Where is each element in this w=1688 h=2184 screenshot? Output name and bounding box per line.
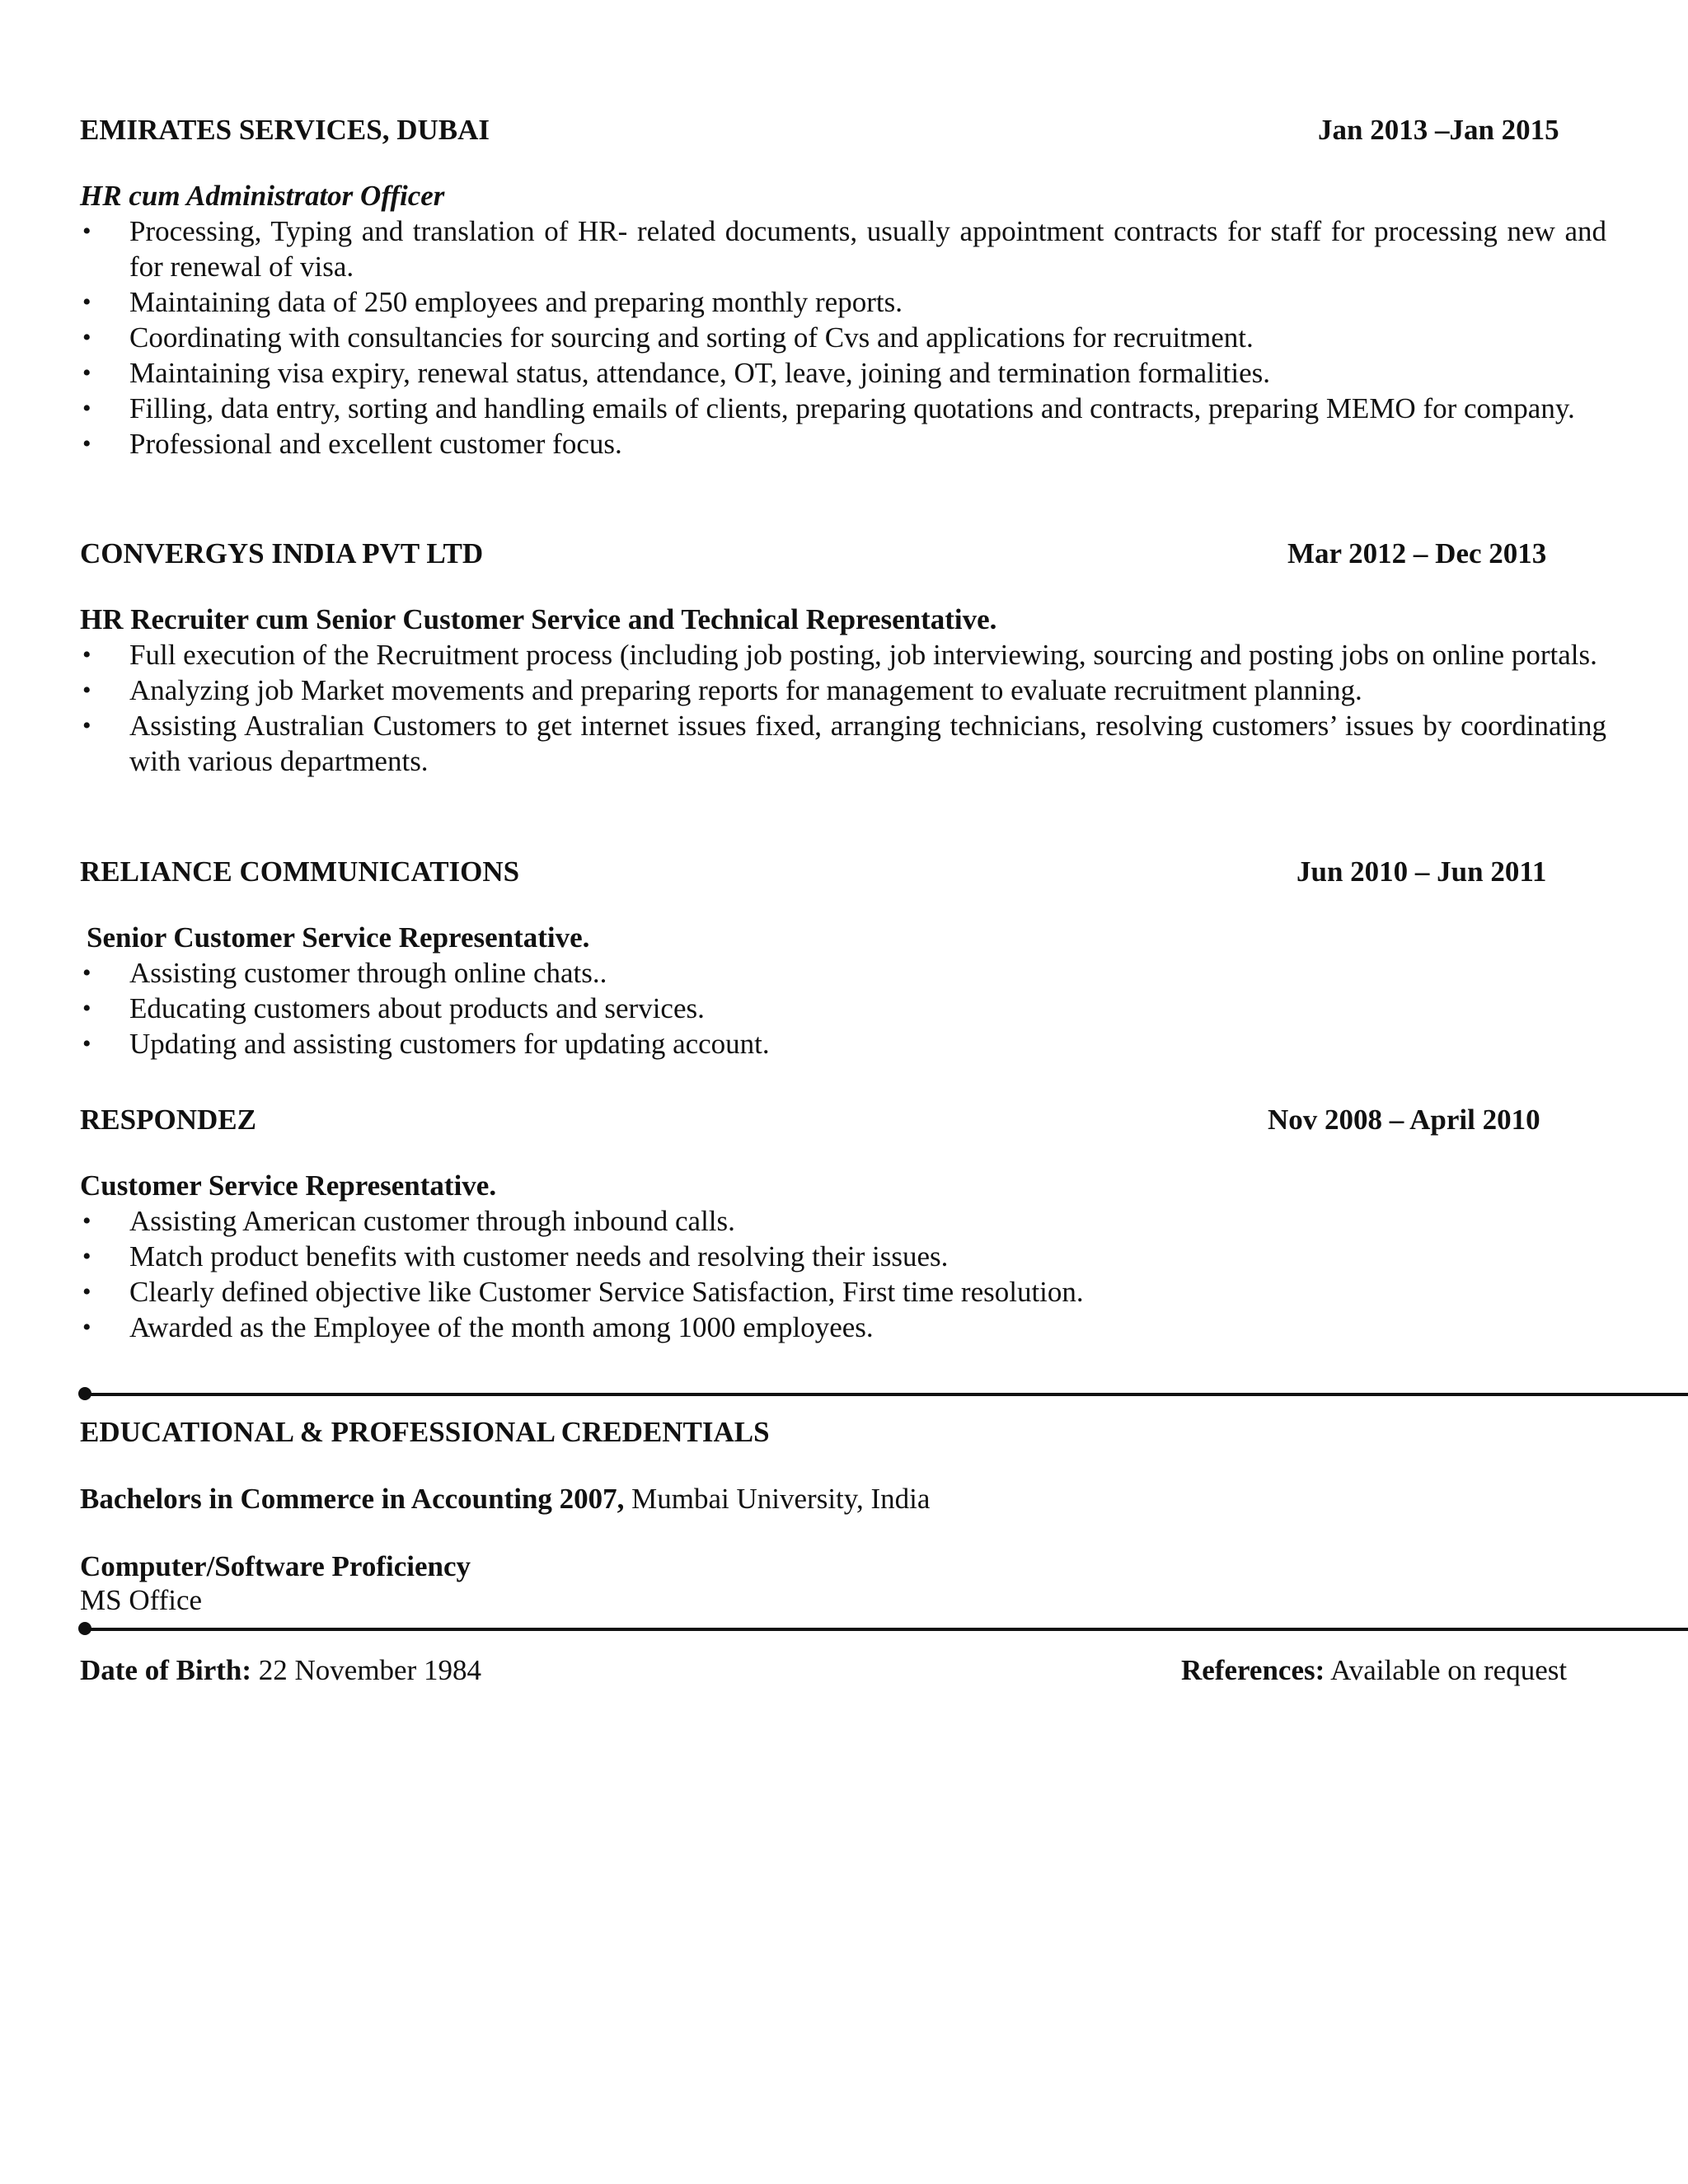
list-item: • Professional and excellent customer focus. bbox=[82, 428, 622, 460]
list-item: • Clearly defined objective like Customer Service Satisfaction, First time resolution. bbox=[82, 1276, 1084, 1308]
bullet-icon: • bbox=[82, 677, 91, 704]
job-role: HR Recruiter cum Senior Customer Service and Technical Representative. bbox=[80, 603, 997, 635]
company-name: RESPONDEZ bbox=[80, 1104, 256, 1136]
job-header bbox=[80, 854, 1606, 889]
list-item: • Assisting Australian Customers to get internet issues fixed, arranging technicians, resolving customers’ issues by coordinating with various departments. bbox=[82, 710, 1606, 777]
job-dates: Jan 2013 –Jan 2015 bbox=[1318, 114, 1559, 146]
job-entry bbox=[80, 1102, 1606, 1345]
list-item: • Maintaining data of 250 employees and preparing monthly reports. bbox=[82, 286, 903, 318]
bullet-icon: • bbox=[82, 1314, 91, 1341]
job-role: Customer Service Representative. bbox=[80, 1169, 497, 1202]
education-heading: EDUCATIONAL & PROFESSIONAL CREDENTIALS bbox=[80, 1416, 770, 1448]
bullet-icon: • bbox=[82, 218, 91, 245]
degree-line bbox=[80, 1481, 930, 1516]
section-divider bbox=[80, 1393, 1688, 1396]
list-item: • Filling, data entry, sorting and handling emails of clients, preparing quotations and contracts, preparing MEMO for company. bbox=[82, 392, 1575, 424]
job-role: Senior Customer Service Representative. bbox=[87, 921, 590, 954]
bullet-icon: • bbox=[82, 641, 91, 668]
list-item: • Analyzing job Market movements and preparing reports for management to evaluate recruitment planning. bbox=[82, 674, 1362, 706]
references-label: References: bbox=[1181, 1654, 1325, 1686]
software-value: MS Office bbox=[80, 1584, 203, 1616]
job-header bbox=[80, 112, 1606, 148]
bullet-icon: • bbox=[82, 395, 91, 422]
bullet-icon: • bbox=[82, 288, 91, 316]
company-name: RELIANCE COMMUNICATIONS bbox=[80, 855, 520, 888]
list-item: • Match product benefits with customer needs and resolving their issues. bbox=[82, 1240, 949, 1272]
job-bullet-list bbox=[80, 637, 1606, 779]
dob-label: Date of Birth: bbox=[80, 1654, 252, 1686]
job-entry bbox=[80, 854, 1606, 1062]
company-name: EMIRATES SERVICES, DUBAI bbox=[80, 114, 490, 146]
dob-value: 22 November 1984 bbox=[251, 1654, 481, 1686]
bullet-icon: • bbox=[82, 959, 91, 987]
bullet-icon: • bbox=[82, 1278, 91, 1305]
software-heading: Computer/Software Proficiency bbox=[80, 1550, 471, 1582]
references bbox=[1181, 1652, 1567, 1688]
list-item: • Educating customers about products and services. bbox=[82, 992, 705, 1024]
job-entry bbox=[80, 112, 1606, 462]
job-bullet-list bbox=[80, 1203, 1606, 1345]
job-dates: Jun 2010 – Jun 2011 bbox=[1296, 855, 1547, 888]
job-bullet-list bbox=[80, 213, 1606, 462]
divider-cap bbox=[78, 1387, 91, 1400]
date-of-birth bbox=[80, 1652, 481, 1688]
list-item: • Updating and assisting customers for updating account. bbox=[82, 1028, 770, 1060]
job-dates: Mar 2012 – Dec 2013 bbox=[1287, 537, 1547, 569]
list-item: • Awarded as the Employee of the month among 1000 employees. bbox=[82, 1311, 874, 1343]
job-role: HR cum Administrator Officer bbox=[80, 180, 445, 212]
references-value: Available on request bbox=[1325, 1654, 1568, 1686]
company-name: CONVERGYS INDIA PVT LTD bbox=[80, 537, 484, 569]
job-dates: Nov 2008 – April 2010 bbox=[1268, 1104, 1540, 1136]
list-item: • Processing, Typing and translation of HR- related documents, usually appointment contracts for staff for processing new and for renewal of visa. bbox=[82, 215, 1606, 283]
bullet-icon: • bbox=[82, 1207, 91, 1235]
bullet-icon: • bbox=[82, 359, 91, 387]
bullet-icon: • bbox=[82, 324, 91, 351]
bullet-icon: • bbox=[82, 1243, 91, 1270]
bullet-icon: • bbox=[82, 995, 91, 1022]
list-item: • Assisting customer through online chats.. bbox=[82, 957, 607, 989]
divider-cap bbox=[78, 1622, 91, 1635]
bullet-icon: • bbox=[82, 712, 91, 739]
list-item: • Maintaining visa expiry, renewal status, attendance, OT, leave, joining and termination formalities. bbox=[82, 357, 1271, 389]
list-item: • Assisting American customer through inbound calls. bbox=[82, 1205, 735, 1237]
job-header bbox=[80, 1102, 1606, 1137]
list-item: • Coordinating with consultancies for sourcing and sorting of Cvs and applications for recruitment. bbox=[82, 321, 1254, 354]
degree-institution: Mumbai University, India bbox=[624, 1483, 931, 1515]
section-divider bbox=[80, 1628, 1688, 1631]
job-header bbox=[80, 536, 1606, 571]
bullet-icon: • bbox=[82, 1030, 91, 1057]
job-bullet-list bbox=[80, 955, 1606, 1062]
degree-title: Bachelors in Commerce in Accounting 2007, bbox=[80, 1483, 625, 1515]
job-entry bbox=[80, 536, 1606, 779]
list-item: • Full execution of the Recruitment process (including job posting, job interviewing, sourcing and posting jobs on online portals. bbox=[82, 639, 1597, 671]
bullet-icon: • bbox=[82, 430, 91, 457]
